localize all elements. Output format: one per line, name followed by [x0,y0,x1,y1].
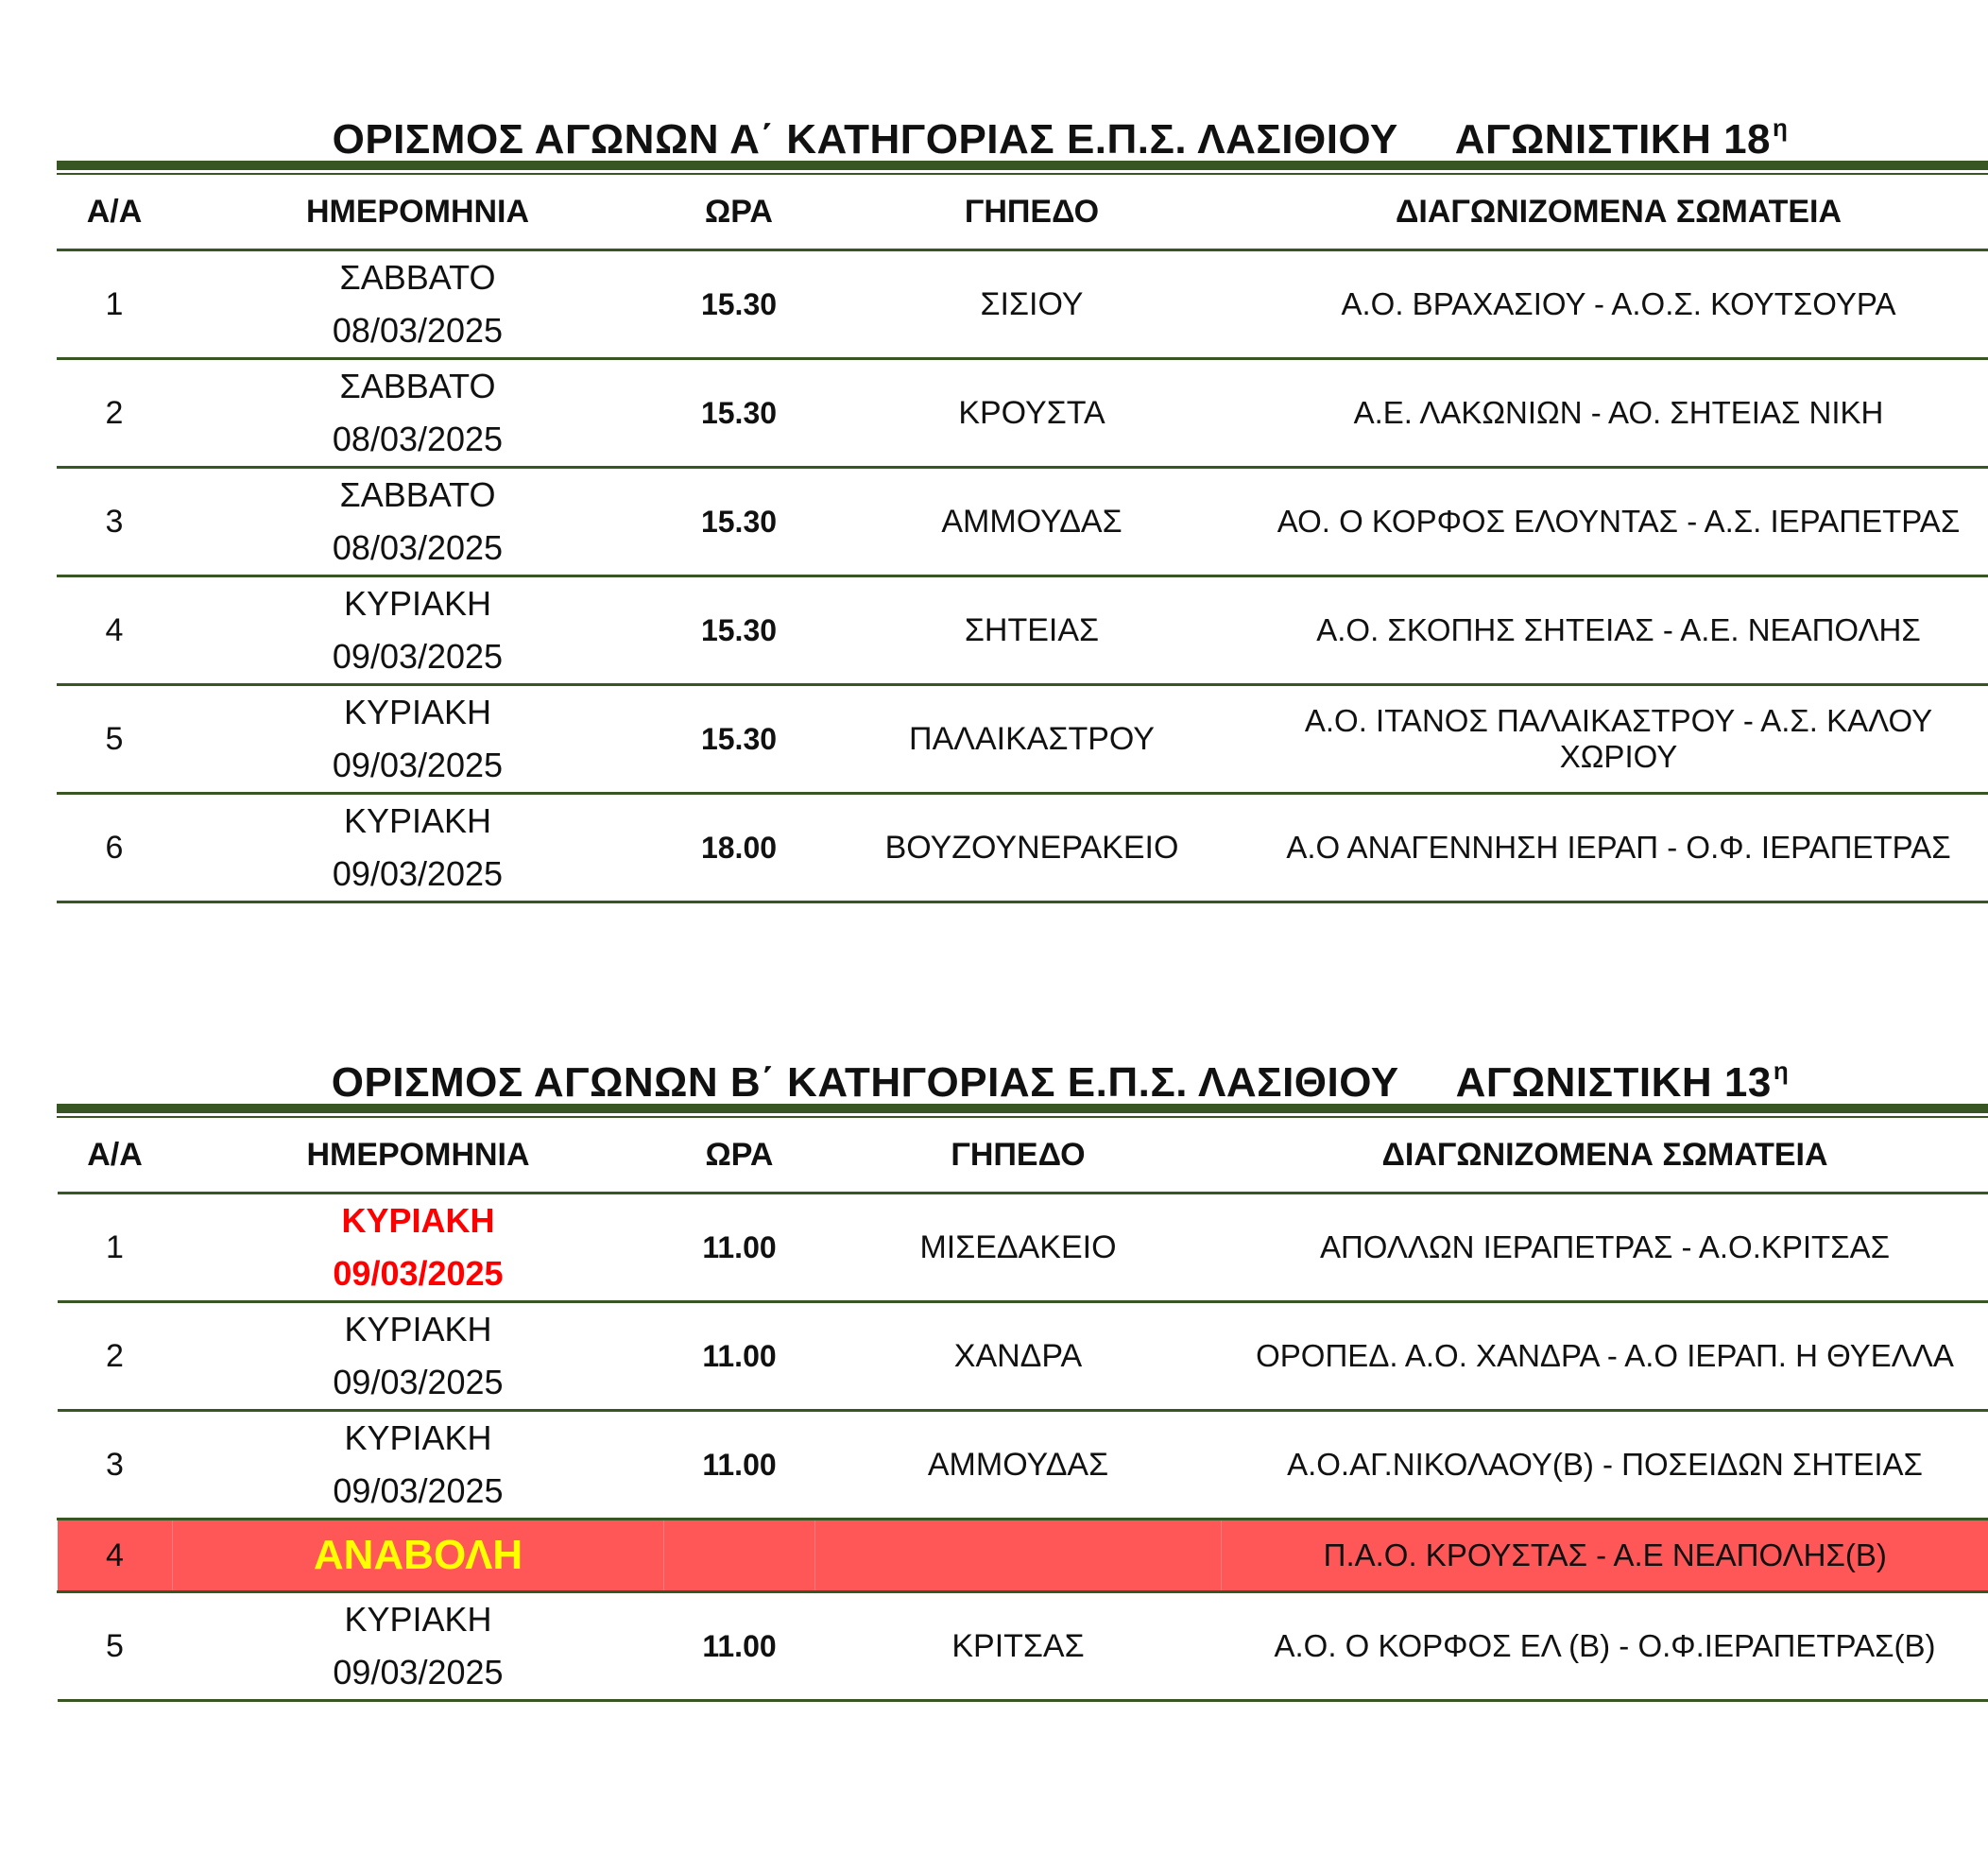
section-b-title [57,1038,1988,1104]
table-row [57,468,1988,576]
row-aa: 3 [58,1411,173,1520]
section-b-title-text: ΟΡΙΣΜΟΣ ΑΓΩΝΩΝ Β΄ ΚΑΤΗΓΟΡΙΑΣ Ε.Π.Σ. ΛΑΣΙΘΙΟΥ [331,1059,1399,1106]
table-row [57,250,1988,359]
row-aa: 2 [58,1302,173,1411]
row-time: 11.00 [664,1302,815,1411]
row-teams: Α.Ο. ΒΡΑΧΑΣΙΟΥ - Α.Ο.Σ. ΚΟΥΤΣΟΥΡΑ [1249,250,1988,359]
section-a-category [57,94,1988,903]
row-teams: ΟΡΟΠΕΔ. Α.Ο. ΧΑΝΔΡΑ - Α.Ο ΙΕΡΑΠ. Η ΘΥΕΛΛΑ [1222,1302,1988,1411]
header-aa: Α/Α [58,1118,173,1194]
row-teams: Α.Ο. ΙΤΑΝΟΣ ΠΑΛΑΙΚΑΣΤΡΟΥ - Α.Σ. ΚΑΛΟΥ ΧΩΡΙΟΥ [1249,685,1988,794]
header-time: ΩΡΑ [663,175,814,250]
row-date [172,576,663,685]
section-b-round: ΑΓΩΝΙΣΤΙΚΗ 13 [1455,1059,1772,1106]
row-date-text: 09/03/2025 [333,1653,504,1692]
row-aa: 5 [57,685,172,794]
section-b-table [57,1118,1988,1702]
row-aa: 4 [58,1520,173,1592]
row-aa: 3 [57,468,172,576]
row-date-text: 08/03/2025 [332,528,504,567]
row-time-empty [664,1520,815,1592]
row-date [172,468,663,576]
section-a-table [57,175,1988,903]
row-date [172,359,663,468]
postponed-status: ΑΝΑΒΟΛΗ [173,1520,664,1592]
row-stadium: ΒΟΥΖΟΥΝΕΡΑΚΕΙΟ [814,794,1249,902]
row-date [172,250,663,359]
section-a-round: ΑΓΩΝΙΣΤΙΚΗ 18 [1454,116,1772,163]
table-row [58,1592,1988,1701]
row-date-text: 09/03/2025 [332,854,504,893]
row-time: 15.30 [663,468,814,576]
row-day-text: ΚΥΡΙΑΚΗ [344,1600,492,1639]
row-time: 11.00 [664,1592,815,1701]
header-teams: ΔΙΑΓΩΝΙΖΟΜΕΝΑ ΣΩΜΑΤΕΙΑ [1222,1118,1988,1194]
row-teams: Π.Α.Ο. ΚΡΟΥΣΤΑΣ - Α.Ε ΝΕΑΠΟΛΗΣ(Β) [1222,1520,1988,1592]
row-day-text: ΚΥΡΙΑΚΗ [343,801,492,840]
row-stadium: ΑΜΜΟΥΔΑΣ [815,1411,1222,1520]
row-aa: 4 [57,576,172,685]
header-date: ΗΜΕΡΟΜΗΝΙΑ [173,1118,664,1194]
row-date [172,685,663,794]
header-aa: Α/Α [57,175,172,250]
row-stadium: ΑΜΜΟΥΔΑΣ [814,468,1249,576]
row-stadium: ΜΙΣΕΔΑΚΕΙΟ [815,1194,1222,1302]
row-teams: Α.Ο ΑΝΑΓΕΝΝΗΣΗ ΙΕΡΑΠ - Ο.Φ. ΙΕΡΑΠΕΤΡΑΣ [1249,794,1988,902]
row-day-text: ΚΥΡΙΑΚΗ [344,1310,492,1348]
row-date-text: 09/03/2025 [333,1471,504,1510]
header-stadium: ΓΗΠΕΔΟ [814,175,1249,250]
row-date-highlighted [173,1194,664,1302]
row-date-text: 09/03/2025 [332,637,504,676]
row-aa: 2 [57,359,172,468]
row-date [173,1302,664,1411]
row-stadium: ΚΡΟΥΣΤΑ [814,359,1249,468]
row-stadium: ΧΑΝΔΡΑ [815,1302,1222,1411]
table-row [58,1194,1988,1302]
row-stadium: ΣΗΤΕΙΑΣ [814,576,1249,685]
row-date [173,1592,664,1701]
header-date: ΗΜΕΡΟΜΗΝΙΑ [172,175,663,250]
header-stadium: ΓΗΠΕΔΟ [815,1118,1222,1194]
table-row [57,359,1988,468]
header-teams: ΔΙΑΓΩΝΙΖΟΜΕΝΑ ΣΩΜΑΤΕΙΑ [1249,175,1988,250]
row-day-text: ΚΥΡΙΑΚΗ [343,693,492,731]
row-teams: Α.Ε. ΛΑΚΩΝΙΩΝ - ΑΟ. ΣΗΤΕΙΑΣ ΝΙΚΗ [1249,359,1988,468]
row-stadium: ΠΑΛΑΙΚΑΣΤΡΟΥ [814,685,1249,794]
row-teams: Α.Ο. Ο ΚΟΡΦΟΣ ΕΛ (Β) - Ο.Φ.ΙΕΡΑΠΕΤΡΑΣ(Β) [1222,1592,1988,1701]
row-time: 18.00 [663,794,814,902]
table-row [57,576,1988,685]
row-teams: ΑΟ. Ο ΚΟΡΦΟΣ ΕΛΟΥΝΤΑΣ - Α.Σ. ΙΕΡΑΠΕΤΡΑΣ [1249,468,1988,576]
row-aa: 5 [58,1592,173,1701]
table-row [58,1302,1988,1411]
row-stadium: ΚΡΙΤΣΑΣ [815,1592,1222,1701]
row-aa: 6 [57,794,172,902]
row-stadium: ΣΙΣΙΟΥ [814,250,1249,359]
row-time: 11.00 [664,1194,815,1302]
row-day-text: ΣΑΒΒΑΤΟ [339,475,496,514]
row-teams: ΑΠΟΛΛΩΝ ΙΕΡΑΠΕΤΡΑΣ - Α.Ο.ΚΡΙΤΣΑΣ [1222,1194,1988,1302]
row-time: 15.30 [663,359,814,468]
table-row-postponed [58,1520,1988,1592]
row-day-text: ΚΥΡΙΑΚΗ [344,1418,492,1457]
row-day-text: ΚΥΡΙΑΚΗ [341,1201,495,1240]
row-date-text: 08/03/2025 [332,420,504,458]
row-date-text: 09/03/2025 [332,746,504,784]
row-date [173,1411,664,1520]
row-date [172,794,663,902]
table-row [57,685,1988,794]
section-b-category [57,1038,1988,1702]
row-date-text: 08/03/2025 [332,311,504,350]
row-time: 15.30 [663,576,814,685]
row-aa: 1 [58,1194,173,1302]
row-stadium-empty [815,1520,1222,1592]
row-time: 15.30 [663,685,814,794]
table-row [58,1411,1988,1520]
row-teams: Α.Ο. ΣΚΟΠΗΣ ΣΗΤΕΙΑΣ - Α.Ε. ΝΕΑΠΟΛΗΣ [1249,576,1988,685]
row-day-text: ΣΑΒΒΑΤΟ [339,258,496,297]
section-a-title [57,94,1988,161]
section-a-round-sup: η [1773,113,1789,142]
section-b-round-sup: η [1773,1056,1790,1085]
row-time: 15.30 [663,250,814,359]
row-teams: Α.Ο.ΑΓ.ΝΙΚΟΛΑΟΥ(Β) - ΠΟΣΕΙΔΩΝ ΣΗΤΕΙΑΣ [1222,1411,1988,1520]
table-header-row [58,1118,1988,1194]
row-day-text: ΚΥΡΙΑΚΗ [343,584,492,623]
table-row [57,794,1988,902]
header-time: ΩΡΑ [664,1118,815,1194]
table-header-row [57,175,1988,250]
section-a-title-text: ΟΡΙΣΜΟΣ ΑΓΩΝΩΝ Α΄ ΚΑΤΗΓΟΡΙΑΣ Ε.Π.Σ. ΛΑΣΙΘΙΟΥ [332,116,1398,163]
row-date-text: 09/03/2025 [333,1254,504,1293]
row-time: 11.00 [664,1411,815,1520]
row-date-text: 09/03/2025 [333,1363,504,1401]
row-aa: 1 [57,250,172,359]
row-day-text: ΣΑΒΒΑΤΟ [339,367,496,405]
